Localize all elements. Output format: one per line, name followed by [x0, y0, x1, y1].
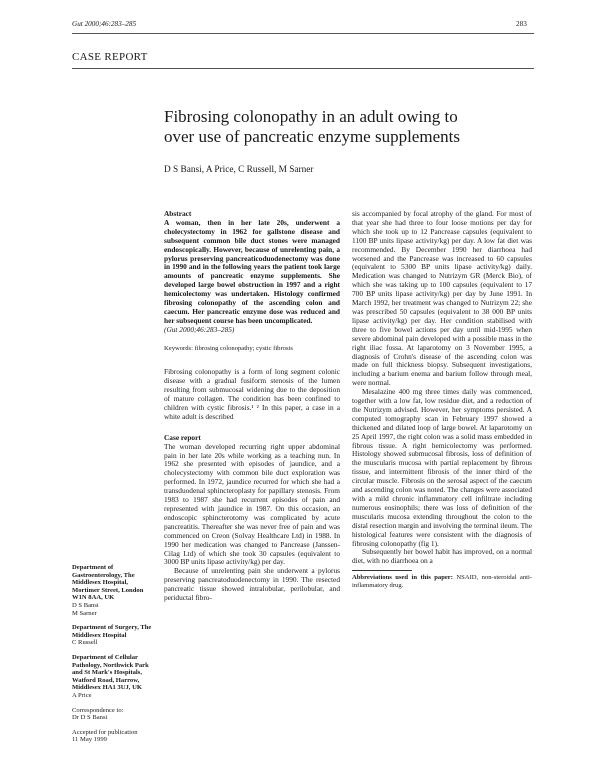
- intro-paragraph: Fibrosing colonopathy is a form of long segment colonic disease with a gradual fusiform stenosis of the lumen resulting from submucosal widening due to the deposition of mature collagen. The condition has been confined to children with cystic fibrosis.¹ ² In this paper, a case in a white adult is described: [164, 367, 340, 421]
- case-report-paragraph-2: Because of unrelenting pain she underwent a pylorus preserving pancreatoduodenectomy in 1990. The resected pancreatic tissue showed intralobular, perilobular, and periductal fibro-: [164, 566, 340, 603]
- keywords: Keywords: fibrosing colonopathy; cystic fibrosis: [164, 344, 293, 352]
- case-report-paragraph-1: The woman developed recurring right upper abdominal pain in her late 20s while working as a teaching nun. In 1962 she presented with episodes of jaundice, and a cholecystectomy with common bile duct exploration was performed. In 1972, jaundice recurred for which she had a transduodenal sphincteroplasty for papillary stenosis. From 1983 to 1987 she had recurrent episodes of pain and represented with jaundice in 1987. On this occasion, an endoscopic sphincterotomy was complicated by acute pancreatitis. Thereafter she was never free of pain and was commenced on Creon (Solvay Healthcare Ltd) in 1988. In 1990 her medication was changed to Pancrease (Janssen-Cilag Ltd) of which she took 30 capsules (equivalent to 3000 BP units lipase activity/kg) per day.: [164, 441, 340, 567]
- affiliation-2: Department of Surgery, The Middlesex Hospital C Russell: [72, 624, 152, 647]
- col3-paragraph-2: Mesalazine 400 mg three times daily was commenced, together with a low fat, low residue diet, and a reduction of the Nutrizym advised. However, her symptoms persisted. A computed tomography scan in February 1997 showed a thickened and dilated loop of large bowel. At laparotomy on 25 April 1997, the right colon was a solid mass embedded in fibrous tissue. A right hemicolectomy was performed. Histology showed submucosal fibrosis, loss of definition of the muscularis mucosa with partial replacement by fibrous tissue, and intermittent fibrosis of the inner third of the circular muscle. Fibrosis on the serosal aspect of the caecum and ascending colon was noted. The changes were associated with a mild chronic inflammatory cell infiltrate including numerous eosinophils; there was loss of definition of the muscularis mucosa extending throughout the colon to the distal resection margin and involving the terminal ileum. The histological features were consistent with the diagnosis of fibrosing colonopathy (fig 1).: [352, 387, 532, 548]
- abstract-heading: Abstract: [164, 209, 192, 218]
- header-rule: [72, 33, 534, 34]
- section-label: CASE REPORT: [72, 51, 148, 63]
- correspondence: Correspondence to: Dr D S Bansi: [72, 706, 124, 722]
- article-title: Fibrosing colonopathy in an adult owing to over use of pancreatic enzyme supplements: [164, 107, 460, 146]
- abstract-text: A woman, then in her late 20s, underwent a cholecystectomy in 1962 for gallstone disease and subsequent common bile duct stones were managed endoscopically. However, because of unrelenting pain, a pylorus preserving pancreaticoduodenectomy was done in 1990 and in the following years the patient took large amounts of pancreatic enzyme supplements. She developed large bowel obstruction in 1997 and a right hemicolectomy was undertaken. Histology confirmed fibrosing colonopathy of the ascending colon and caecum. Her pancreatic enzyme dose was reduced and her subsequent course has been uncomplicated.: [164, 217, 340, 325]
- footnote: Abbreviations used in this paper: NSAID, non-steroidal anti-inflammatory drug.: [352, 574, 532, 589]
- middle-column: [164, 210, 340, 603]
- author-list: D S Bansi, A Price, C Russell, M Sarner: [164, 165, 314, 175]
- section-rule: [72, 68, 534, 69]
- journal-citation: Gut 2000;46:283–285: [72, 20, 137, 28]
- affiliation-1: Department of Gastroenterology, The Middlesex Hospital, Mortimer Street, London W1N 8AA, UK D S Bansi M Sarner: [72, 564, 144, 617]
- affiliations: [72, 564, 154, 744]
- abstract-citation: (Gut 2000;46:283–285): [164, 324, 235, 334]
- accepted-date: Accepted for publication 11 May 1999: [72, 728, 138, 744]
- right-column: [352, 210, 532, 589]
- case-report-heading: Case report: [164, 432, 201, 442]
- footnote-rule: [352, 570, 412, 571]
- affiliation-3: Department of Cellular Pathology, Northwick Park and St Mark's Hospitals, Watford Road, Harrow, Middlesex HA1 3UJ, UK A Price: [72, 653, 149, 699]
- col3-paragraph-3: Subsequently her bowel habit has improved, on a normal diet, with no diarrhoea on a: [352, 547, 532, 566]
- col3-paragraph-1: sis accompanied by focal atrophy of the gland. For most of that year she had three to four loose motions per day for which she took up to 12 Pancrease capsules (equivalent to 1100 BP units lipase activity/kg) per day. A low fat diet was recommended. By December 1990 her diarrhoea had worsened and the Pancrease was increased to 60 capsules (equivalent to 5300 BP units lipase activity/kg) daily. Medication was changed to Nutrizym GR (Merck Bio), of which she was taking up to 100 capsules (equivalent to 17 700 BP units lipase activity/kg) per day by June 1991. In March 1992, her treatment was changed to Nutrizym 22; she was prescribed 50 capsules (equivalent to 38 000 BP units lipase activity/kg) per day. Her condition stabilised with three to five bowel actions per day until mid-1995 when severe abdominal pain developed with a possible mass in the right iliac fossa. At laparotomy on 3 November 1995, a diagnosis of Crohn's disease of the ascending colon was made on full thickness biopsy. Subsequent investigations, including a barium enema and barium follow through meal, were normal.: [352, 209, 532, 388]
- page-number: 283: [516, 20, 527, 28]
